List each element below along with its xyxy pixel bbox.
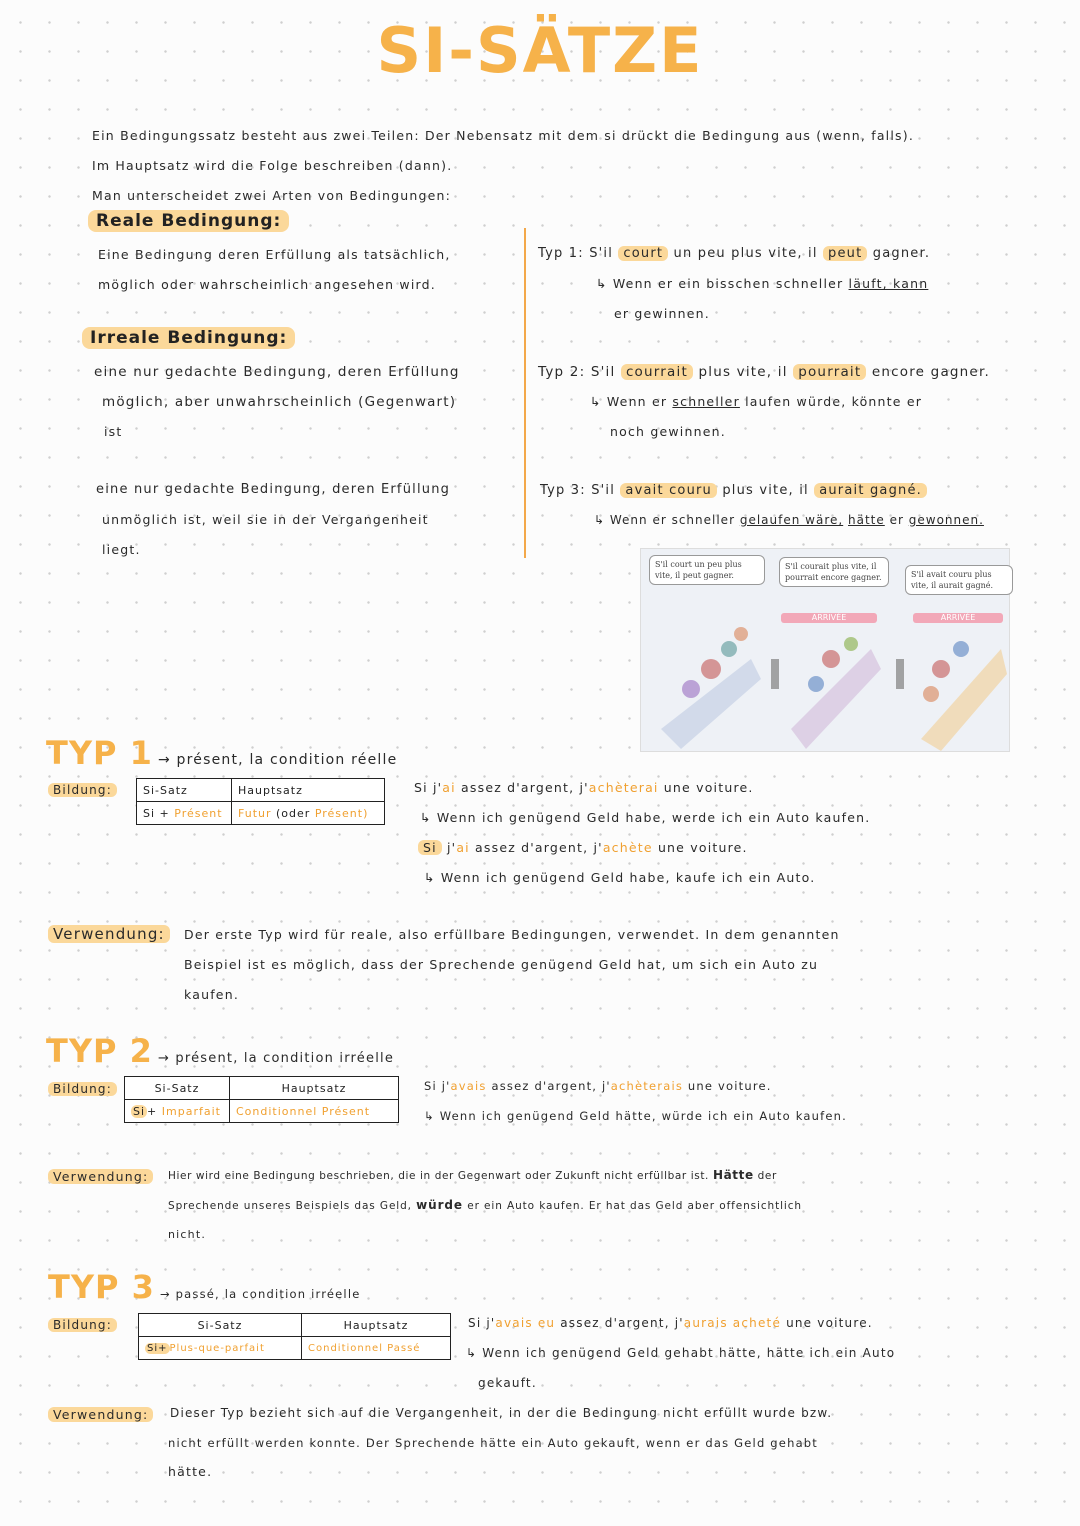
typ2-verwendung-3: nicht. [168,1228,207,1241]
example-typ2-fr: Typ 2: S'il courrait plus vite, il pourrait encore gagner. [538,364,990,380]
irreale-a-line-1: eine nur gedachte Bedingung, deren Erfüllung [94,364,460,380]
irreale-b-line-2: unmöglich ist, weil sie in der Vergangenheit [102,512,429,527]
example-typ2-de: ↳ Wenn er schneller laufen würde, könnte er [590,394,923,409]
page-title: SI-SÄTZE [376,14,704,87]
typ3-table-c1: Si+ Plus-que-parfait [139,1337,302,1360]
typ1-bildung-table [136,778,385,825]
irreale-a-line-2: möglich, aber unwahrscheinlich (Gegenwart) [102,394,457,410]
finish-banner-3: ARRIVÉE [913,613,1003,623]
irreale-b-line-3: liegt. [102,542,141,557]
typ1-example-1: Si j'ai assez d'argent, j'achèterai une voiture. [414,780,754,795]
speech-bubble-2: S'il courait plus vite, il pourrait encore gagner. [779,557,889,587]
typ3-bildung-table [138,1313,451,1360]
intro-line-1: Ein Bedingungssatz besteht aus zwei Teilen: Der Nebensatz mit dem si drückt die Bedingung aus (wenn, falls). [92,128,914,143]
example-typ2-de-2: noch gewinnen. [610,424,726,439]
typ1-table-h1: Si-Satz [137,779,232,802]
reale-line-2: möglich oder wahrscheinlich angesehen wird. [98,277,436,292]
typ2-example: Si j'avais assez d'argent, j'achèterais une voiture. [424,1079,772,1093]
intro-line-2: Im Hauptsatz wird die Folge beschreiben (dann). [92,158,453,173]
finish-banner-2: ARRIVÉE [781,613,877,623]
irreale-heading: Irreale Bedingung: [82,328,295,348]
example-typ1-de: ↳ Wenn er ein bisschen schneller läuft, kann [596,276,929,291]
typ1-verwendung-2: Beispiel ist es möglich, dass der Sprechende genügend Geld hat, um sich ein Auto zu [184,957,819,972]
typ1-table-c1: Si + Présent [137,802,232,825]
typ1-verwendung-label: Verwendung: [48,924,170,943]
typ3-bildung-label: Bildung: [48,1314,117,1333]
typ1-example-1-de: ↳ Wenn ich genügend Geld habe, werde ich ein Auto kaufen. [420,810,871,825]
typ3-verwendung-2: nicht erfüllt werden konnte. Der Sprechende hätte ein Auto gekauft, wenn er das Geld gehabt [168,1436,819,1450]
example-typ3-de: ↳ Wenn er schneller gelaufen wäre, hätte er gewonnen. [594,513,984,527]
typ1-bildung-label: Bildung: [48,779,117,798]
typ3-table-h2: Hauptsatz [302,1314,451,1337]
typ1-example-2-de: ↳ Wenn ich genügend Geld habe, kaufe ich ein Auto. [424,870,816,885]
typ2-table-h1: Si-Satz [125,1077,230,1100]
irreale-a-line-3: ist [104,424,123,439]
typ1-verwendung-3: kaufen. [184,987,239,1002]
typ1-example-2: Si j'ai assez d'argent, j'achète une voiture. [418,840,748,855]
example-typ1-fr: Typ 1: S'il court un peu plus vite, il peut gagner. [538,246,931,261]
typ2-table-c1: Si + Imparfait [125,1100,230,1123]
typ1-table-h2: Hauptsatz [232,779,385,802]
typ3-verwendung-1: Dieser Typ bezieht sich auf die Vergangenheit, in der die Bedingung nicht erfüllt wurde bzw. [170,1406,833,1420]
typ3-heading: TYP 3 → passé, la condition irréelle [48,1268,361,1306]
example-typ3-fr: Typ 3: S'il avait couru plus vite, il aurait gagné. [540,483,927,498]
typ2-table-c2: Conditionnel Présent [230,1100,399,1123]
typ1-heading: TYP 1 → présent, la condition réelle [46,734,398,772]
typ3-verwendung-label: Verwendung: [48,1404,153,1423]
typ1-verwendung-1: Der erste Typ wird für reale, also erfüllbare Bedingungen, verwendet. In dem genannten [184,927,840,942]
typ3-example-de-2: gekauft. [478,1376,537,1390]
typ2-verwendung-1: Hier wird eine Bedingung beschrieben, die in der Gegenwart oder Zukunft nicht erfüllbar ist. Hätte der [168,1168,777,1182]
typ2-verwendung-label: Verwendung: [48,1166,153,1185]
typ2-table-h2: Hauptsatz [230,1077,399,1100]
typ2-heading: TYP 2 → présent, la condition irréelle [46,1032,395,1070]
irreale-b-line-1: eine nur gedachte Bedingung, deren Erfüllung [96,482,451,497]
typ2-example-de: ↳ Wenn ich genügend Geld hätte, würde ich ein Auto kaufen. [424,1109,847,1123]
reale-line-1: Eine Bedingung deren Erfüllung als tatsächlich, [98,247,451,262]
typ2-verwendung-2: Sprechende unseres Beispiels das Geld, würde er ein Auto kaufen. Er hat das Geld aber offensichtlich [168,1198,802,1212]
typ2-bildung-label: Bildung: [48,1078,117,1097]
typ3-table-c2: Conditionnel Passé [302,1337,451,1360]
race-illustration [640,548,1010,752]
speech-bubble-3: S'il avait couru plus vite, il aurait gagné. [905,565,1013,595]
crowd-runners-drawing [641,549,1009,751]
typ3-example-de: ↳ Wenn ich genügend Geld gehabt hätte, hätte ich ein Auto [466,1346,896,1360]
typ1-table-c2: Futur (oder Présent) [232,802,385,825]
typ2-bildung-table [124,1076,399,1123]
typ3-example: Si j'avais eu assez d'argent, j'aurais acheté une voiture. [468,1316,873,1330]
reale-heading: Reale Bedingung: [88,211,289,231]
column-divider [524,228,526,558]
example-typ1-de-2: er gewinnen. [614,306,710,321]
typ3-table-h1: Si-Satz [139,1314,302,1337]
typ3-verwendung-3: hätte. [168,1464,213,1479]
speech-bubble-1: S'il court un peu plus vite, il peut gagner. [649,555,765,585]
intro-line-3: Man unterscheidet zwei Arten von Bedingungen: [92,188,452,203]
